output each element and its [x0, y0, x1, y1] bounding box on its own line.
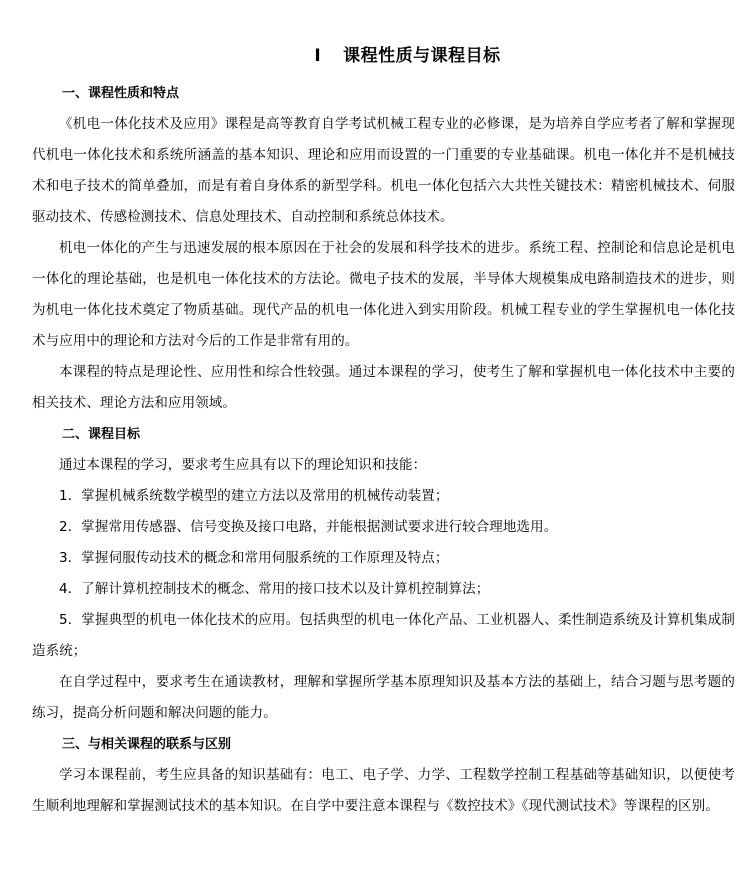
- goal-item-1: 1．掌握机械系统数学模型的建立方法以及常用的机械传动装置；: [59, 488, 449, 504]
- paragraph-characteristics: 本课程的特点是理论性、应用性和综合性较强。通过本课程的学习，使考生了解和掌握机电一体化技术中主要的相关技术、理论方法和应用领域。: [32, 364, 735, 411]
- page-title: [32, 44, 735, 68]
- goal-item-3: 3．掌握伺服传动技术的概念和常用伺服系统的工作原理及特点；: [59, 550, 449, 566]
- section-heading-relations: 三、与相关课程的联系与区别: [62, 737, 232, 752]
- paragraph-course-nature: 《机电一体化技术及应用》课程是高等教育自学考试机械工程专业的必修课，是为培养自学应考者了解和掌握现代机电一体化技术和系统所涵盖的基本知识、理论和应用而设置的一门重要的专业基础课。机电一体化并不是机械技术和电子技术的简单叠加，而是有着自身体系的新型学科。机电一体化包括六大共性关键技术：精密机械技术、伺服驱动技术、传感检测技术、信息处理技术、自动控制和系统总体技术。: [32, 116, 735, 225]
- section-heading-nature: 一、课程性质和特点: [62, 86, 180, 101]
- paragraph-goals-intro: 通过本课程的学习，要求考生应具有以下的理论知识和技能：: [59, 457, 427, 473]
- title-number: I: [314, 46, 322, 66]
- goal-item-2: 2．掌握常用传感器、信号变换及接口电路，并能根据测试要求进行较合理地选用。: [59, 519, 558, 535]
- paragraph-self-study: 在自学过程中，要求考生在通读教材，理解和掌握所学基本原理知识及基本方法的基础上，结合习题与思考题的练习，提高分析问题和解决问题的能力。: [32, 674, 735, 721]
- paragraph-origin: 机电一体化的产生与迅速发展的根本原因在于社会的发展和科学技术的进步。系统工程、控制论和信息论是机电一体化的理论基础，也是机电一体化技术的方法论。微电子技术的发展，半导体大规模集成电路制造技术的进步，则为机电一体化技术奠定了物质基础。现代产品的机电一体化进入到实用阶段。机械工程专业的学生掌握机电一体化技术与应用中的理论和方法对今后的工作是非常有用的。: [32, 240, 735, 349]
- paragraph-prerequisites: 学习本课程前，考生应具备的知识基础有：电工、电子学、力学、工程数学控制工程基础等基础知识，以便使考生顺利地理解和掌握测试技术的基本知识。在自学中要注意本课程与《数控技术》《现代测试技术》等课程的区别。: [32, 767, 735, 814]
- section-heading-goals: 二、课程目标: [62, 427, 141, 442]
- goal-item-5: 5．掌握典型的机电一体化技术的应用。包括典型的机电一体化产品、工业机器人、柔性制造系统及计算机集成制造系统；: [32, 612, 735, 659]
- title-text: 课程性质与课程目标: [343, 46, 501, 66]
- goal-item-4: 4．了解计算机控制技术的概念、常用的接口技术以及计算机控制算法；: [59, 581, 490, 597]
